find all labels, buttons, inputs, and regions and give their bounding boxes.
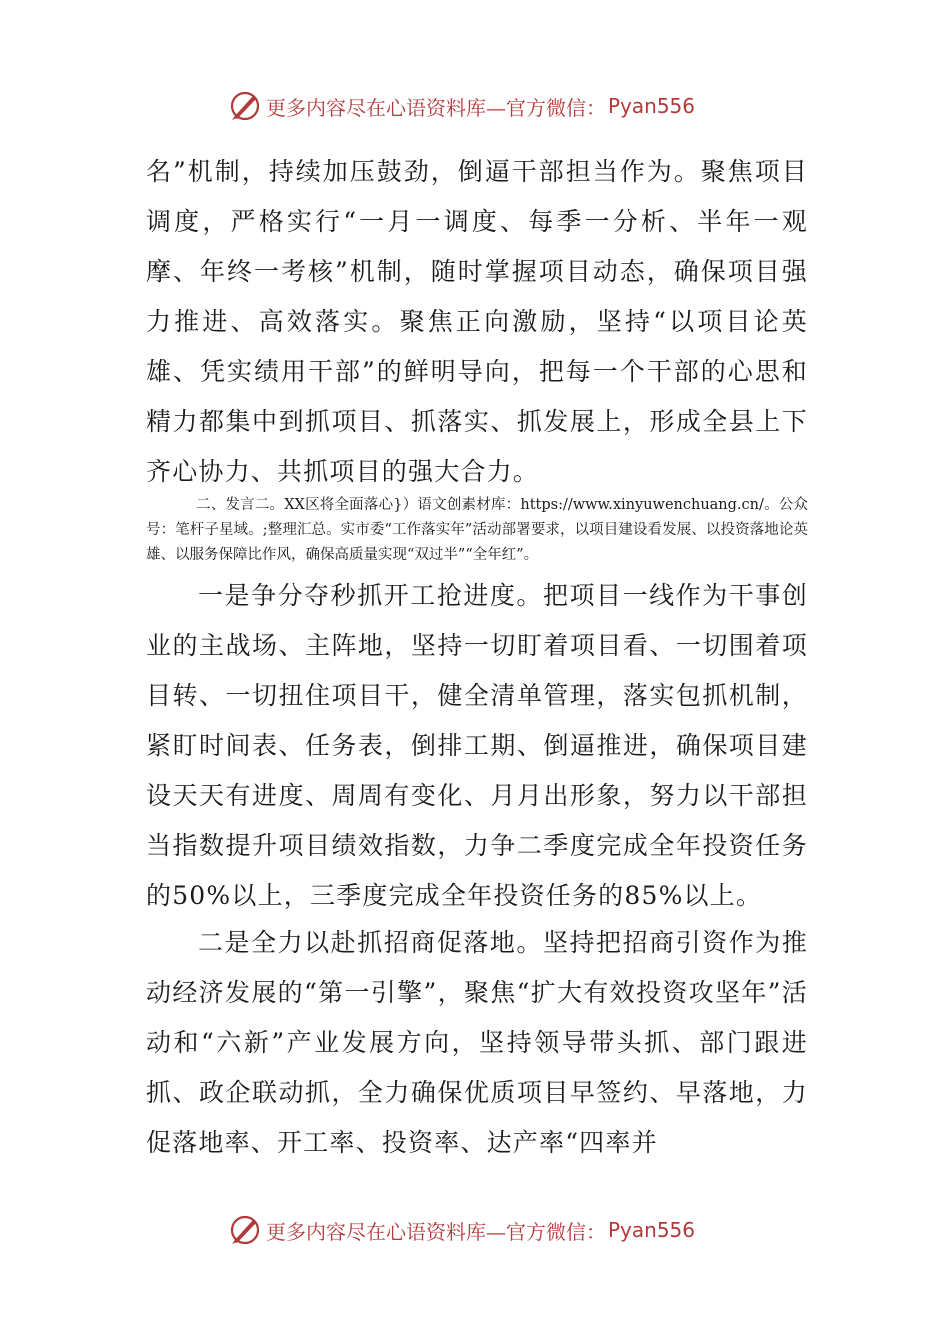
watermark-brand-text: 更多内容尽在心语资料库—官方微信： <box>266 1219 606 1244</box>
paragraph-3 <box>146 918 808 1168</box>
pen-circle-logo-icon <box>228 1213 262 1247</box>
watermark-wechat-id: Pyan556 <box>608 94 696 118</box>
paragraph-3-text: 二是全力以赴抓招商促落地。坚持把招商引资作为推动经济发展的“第一引擎”，聚焦“扩大有效投资攻坚年”活动和“六新”产业发展方向，坚持领导带头抓、部门跟进抓、政企联动抓，全力确保优质项目早签约、早落地，力促落地率、开工率、投资率、达产率“四率并 <box>146 928 808 1157</box>
paragraph-1 <box>146 147 808 497</box>
pen-circle-logo-icon <box>228 89 262 123</box>
paragraph-1-text: 名”机制，持续加压鼓劲，倒逼干部担当作为。聚焦项目调度，严格实行“一月一调度、每季一分析、半年一观摩、年终一考核”机制，随时掌握项目动态，确保项目强力推进、高效落实。聚焦正向激励，坚持“以项目论英雄、凭实绩用干部”的鲜明导向，把每一个干部的心思和精力都集中到抓项目、抓落实、抓发展上，形成全县上下齐心协力、共抓项目的强大合力。 <box>146 157 808 486</box>
header-watermark <box>0 86 950 126</box>
footer-watermark <box>0 1210 950 1250</box>
paragraph-2 <box>146 571 808 921</box>
paragraph-2-text: 一是争分夺秒抓开工抢进度。把项目一线作为干事创业的主战场、主阵地，坚持一切盯着项目看、一切围着项目转、一切扭住项目干，健全清单管理，落实包抓机制，紧盯时间表、任务表，倒排工期、倒逼推进，确保项目建设天天有进度、周周有变化、月月出形象，努力以干部担当指数提升项目绩效指数，力争二季度完成全年投资任务的50%以上，三季度完成全年投资任务的85%以上。 <box>146 581 808 910</box>
section-note: 二、发言二。XX区将全面落心}）语文创素材库：https://www.xinyuwenchuang.cn/。公众号：笔杆子星域。;整理汇总。实市委“工作落实年”活动部署要求，以项目建设看发展、以投资落地论英雄、以服务保障比作风，确保高质量实现“双过半”“全年红”。 <box>146 497 808 563</box>
watermark-brand-text: 更多内容尽在心语资料库—官方微信： <box>266 95 606 120</box>
watermark-wechat-id: Pyan556 <box>608 1218 696 1242</box>
